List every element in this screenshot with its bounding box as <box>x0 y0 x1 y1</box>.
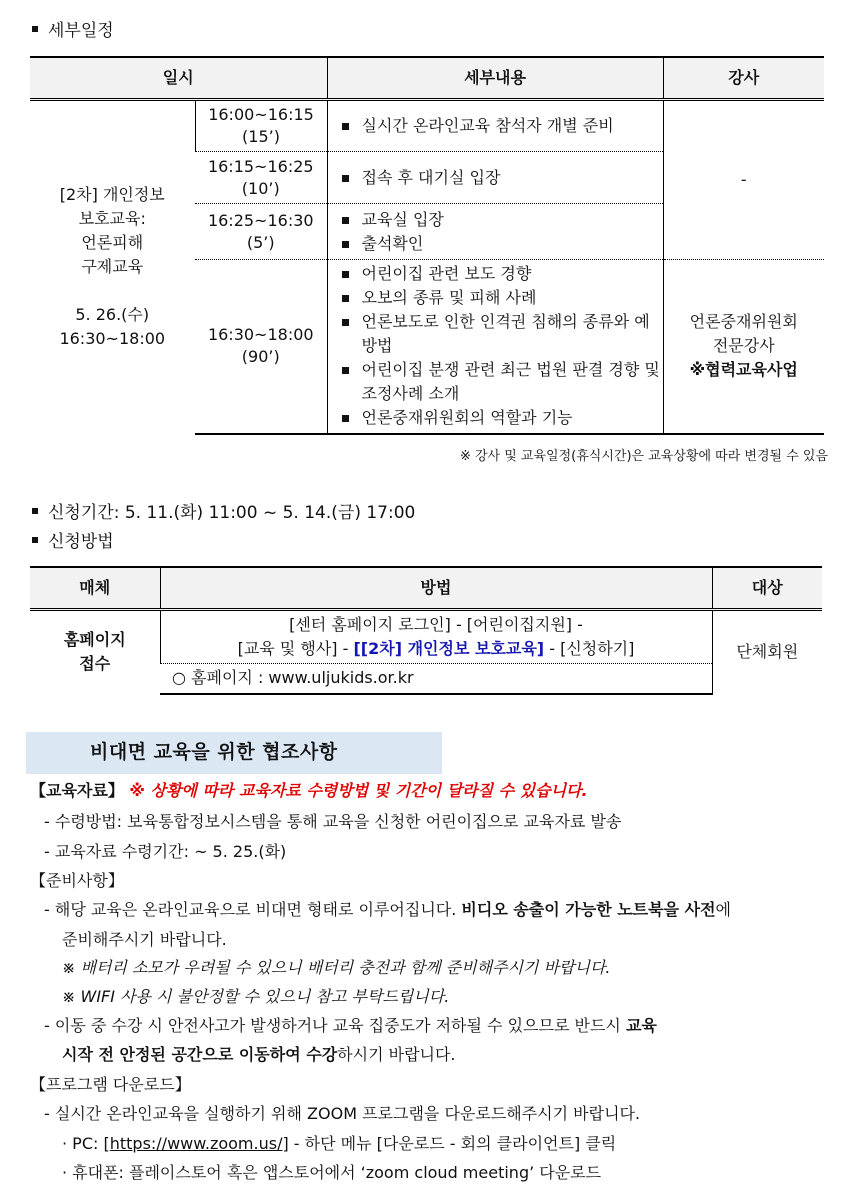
method-line <box>161 637 712 661</box>
application-table <box>30 566 822 695</box>
cooperation-badge: ※협력교육사업 <box>689 360 798 380</box>
time-cell <box>195 204 327 260</box>
prep-part: - 해당 교육은 온라인교육으로 비대면 형태로 이루어집니다. <box>44 900 462 919</box>
header-datetime: 일시 <box>30 57 327 100</box>
prep-part: 에 <box>715 900 731 919</box>
time-range: 16:30~18:00 <box>207 325 314 345</box>
program-part: ] - 하단 메뉴 [다운로드 - 회의 클라이언트] 클릭 <box>282 1134 617 1153</box>
duration: (90’) <box>241 347 280 367</box>
method-part: [교육 및 행사] - <box>237 639 354 658</box>
list-item: 어린이집 관련 보도 경향 <box>340 262 663 286</box>
prep-line <box>44 899 731 921</box>
period-line <box>32 502 415 525</box>
session-line: 구제교육 <box>81 257 144 277</box>
square-bullet-icon <box>32 537 38 543</box>
prep-part: 하시기 바랍니다. <box>337 1045 456 1064</box>
session-info <box>30 100 195 434</box>
prep-part: - 이동 중 수강 시 안전사고가 발생하거나 교육 집중도가 저하될 수 있으므로 반드시 <box>44 1016 626 1035</box>
material-notice-line <box>30 780 588 802</box>
list-item: 오보의 종류 및 피해 사례 <box>340 286 663 310</box>
homepage-cell: ○ 홈페이지 : www.uljukids.or.kr <box>160 664 712 694</box>
lecturer-cell-top: - <box>663 100 824 260</box>
session-gap <box>30 279 195 303</box>
time-range: 16:25~16:30 <box>207 210 314 230</box>
program-pc-line <box>62 1133 616 1155</box>
time-range: 16:00~16:15 <box>208 105 314 124</box>
zoom-download-link[interactable]: https://www.zoom.us/ <box>109 1134 283 1153</box>
list-item: 언론보도로 인한 인격권 침해의 종류와 예방법 <box>340 310 663 358</box>
session-line: [2차] 개인정보 <box>59 185 165 205</box>
square-bullet-icon <box>32 26 38 32</box>
session-line: 보호교육: <box>78 209 146 229</box>
content-cell <box>327 204 663 260</box>
media-line: 홈페이지 <box>63 630 126 650</box>
header-target: 대상 <box>712 567 822 610</box>
list-item: 어린이집 분쟁 관련 최근 법원 판결 경향 및 조정사례 소개 <box>340 358 663 406</box>
header-content: 세부내용 <box>327 57 663 100</box>
list-item: 접속 후 대기실 입장 <box>340 166 663 190</box>
program-phone-line: · 휴대폰: 플레이스토어 혹은 앱스토어에서 ‘zoom cloud meeting’ 다운로드 <box>62 1163 602 1182</box>
content-cell <box>327 260 663 434</box>
prep-note: ※ 배터리 소모가 우려될 수 있으니 배터리 충전과 함께 준비해주시기 바랍니다. <box>62 958 611 977</box>
list-item: 출석확인 <box>340 232 663 256</box>
session-date: 5. 26.(수) <box>75 305 150 325</box>
schedule-table <box>30 56 824 435</box>
material-notice: ※ 상황에 따라 교육자료 수령방법 및 기간이 달라질 수 있습니다. <box>123 781 588 800</box>
prep-line <box>44 1015 657 1037</box>
list-item: 실시간 온라인교육 참석자 개별 준비 <box>340 114 663 138</box>
material-label: 【교육자료】 <box>30 781 124 800</box>
time-cell <box>195 152 327 204</box>
lecturer-role: 전문강사 <box>712 336 775 356</box>
time-cell <box>195 260 327 434</box>
duration: (15’) <box>242 127 280 146</box>
target-cell: 단체회원 <box>712 610 822 694</box>
cooperation-title: 비대면 교육을 위한 협조사항 <box>90 741 338 763</box>
media-line: 접수 <box>79 654 111 674</box>
method-heading <box>32 531 114 554</box>
session-line: 언론피해 <box>81 233 144 253</box>
header-method: 방법 <box>160 567 712 610</box>
media-cell <box>30 610 160 694</box>
material-line: - 수령방법: 보육통합정보시스템을 통해 교육을 신청한 어린이집으로 교육자료 발송 <box>44 812 622 831</box>
method-heading-text: 신청방법 <box>48 532 114 552</box>
schedule-note: ※ 강사 및 교육일정(휴식시간)은 교육상황에 따라 변경될 수 있음 <box>459 449 828 464</box>
prep-label: 【준비사항】 <box>30 871 124 890</box>
schedule-heading <box>32 20 114 43</box>
program-label: 【프로그램 다운로드】 <box>30 1075 191 1094</box>
header-media: 매체 <box>30 567 160 610</box>
period-text: 신청기간: 5. 11.(화) 11:00 ~ 5. 14.(금) 17:00 <box>48 503 416 523</box>
time-cell <box>195 100 327 152</box>
lecturer-cell-bottom <box>663 260 824 434</box>
lecturer-org: 언론중재위원회 <box>689 312 798 332</box>
material-line: - 교육자료 수령기간: ~ 5. 25.(화) <box>44 842 287 861</box>
time-range: 16:15~16:25 <box>207 156 314 176</box>
program-line: - 실시간 온라인교육을 실행하기 위해 ZOOM 프로그램을 다운로드해주시기 바랍니다. <box>44 1104 641 1123</box>
cooperation-banner <box>26 732 442 774</box>
square-bullet-icon <box>32 508 38 514</box>
prep-line: 준비해주시기 바랍니다. <box>62 930 227 949</box>
prep-line <box>62 1044 456 1066</box>
list-item: 언론중재위원회의 역할과 기능 <box>340 406 663 430</box>
content-cell <box>327 152 663 204</box>
prep-bold: 시작 전 안정된 공간으로 이동하여 수강 <box>62 1045 338 1064</box>
program-part: · PC: [ <box>62 1134 110 1153</box>
method-line: [센터 홈페이지 로그인] - [어린이집지원] - <box>289 615 583 634</box>
prep-note: ※ WIFI 사용 시 불안정할 수 있으니 참고 부탁드립니다. <box>62 987 450 1006</box>
duration: (5’) <box>246 232 275 252</box>
content-cell <box>327 100 663 152</box>
prep-bold: 교육 <box>625 1016 657 1035</box>
prep-bold: 비디오 송출이 가능한 노트북을 사전 <box>461 900 716 919</box>
list-item: 교육실 입장 <box>340 208 663 232</box>
method-part: - [신청하기] <box>544 639 635 658</box>
session-time: 16:30~18:00 <box>59 329 166 349</box>
header-lecturer: 강사 <box>663 57 824 100</box>
method-highlight: [[2차] 개인정보 보호교육] <box>353 639 545 658</box>
duration: (10’) <box>241 178 280 198</box>
method-cell <box>160 610 712 664</box>
schedule-heading-text: 세부일정 <box>48 21 114 41</box>
